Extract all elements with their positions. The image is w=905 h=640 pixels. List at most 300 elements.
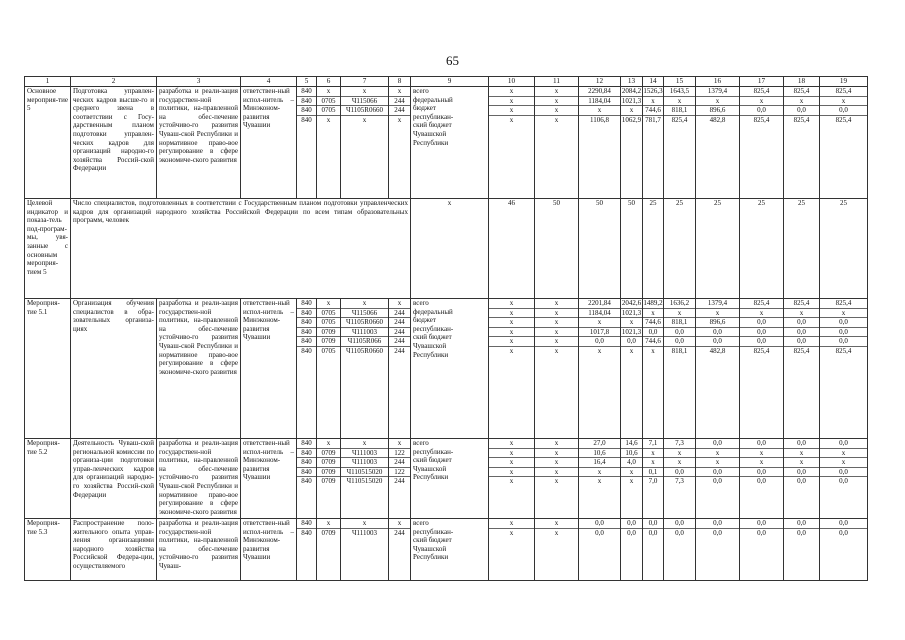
table-body xyxy=(25,77,868,581)
value-cell: 2201,84 xyxy=(588,299,611,307)
code-cell: Ч1105R066 xyxy=(341,336,388,346)
activity-name: Основное мероприя-тие 5 xyxy=(25,87,71,199)
block-row-m52 xyxy=(25,439,868,519)
value-cell: 0,0 xyxy=(696,327,739,337)
goal-text: разработка и реали-зация государствен-ной политики, на-правленной на обес-печение устойчиво-го развития Чуваш- xyxy=(157,519,241,581)
activity-description: Деятельность Чуваш-ской региональной комиссии по организа-ции подготовки управ-ленческих кадров для организаций народно-го хозяйства Россий-ской Федерации xyxy=(71,439,157,519)
value-cell: 0,0 xyxy=(820,476,867,486)
value-cell: 1526,3 xyxy=(643,87,663,95)
code-column-7 xyxy=(341,87,389,199)
value-cell: 0,0 xyxy=(820,336,867,346)
code-cell: 0709 xyxy=(317,336,340,346)
value-cell: x xyxy=(554,87,559,95)
value-cell: x xyxy=(696,96,739,106)
value-cell: x xyxy=(489,346,534,356)
value-cell: 1021,3 xyxy=(621,327,642,336)
value-cell: 0,0 xyxy=(696,467,739,477)
code-column-6 xyxy=(317,299,341,439)
code-cell: 244 xyxy=(389,457,410,467)
column-number: 9 xyxy=(411,77,489,87)
code-cell: 0705 xyxy=(317,308,340,318)
value-cell: x xyxy=(784,96,819,106)
value-cell: x xyxy=(643,96,663,106)
value-cell: 0,0 xyxy=(713,439,722,447)
value-column-16 xyxy=(696,299,740,439)
code-cell: 0709 xyxy=(317,467,340,477)
value-cell: 0,0 xyxy=(797,439,806,447)
block-row-m53 xyxy=(25,519,868,581)
value-cell: x xyxy=(740,448,783,458)
code-column-8 xyxy=(389,439,411,519)
value-cell: 0,0 xyxy=(784,105,819,115)
value-cell: 0,0 xyxy=(664,336,695,346)
value-cell: 744,6 xyxy=(643,317,663,327)
value-cell: 27,0 xyxy=(593,439,606,447)
value-cell: x xyxy=(535,346,578,356)
value-column-13 xyxy=(621,299,643,439)
value-cell: x xyxy=(535,467,578,477)
value-cell: 14,6 xyxy=(625,439,638,447)
value-cell: 0,0 xyxy=(839,439,848,447)
value-cell: x xyxy=(554,519,559,527)
funding-source xyxy=(411,299,489,439)
activity-description: Организация обучения специалистов в обра-зовательных организа-циях xyxy=(71,299,157,439)
code-cell: x xyxy=(397,87,402,95)
value-cell: x xyxy=(740,96,783,106)
responsible-executor: ответствен-ный испол-нитель – Минэконом-развития Чувашии xyxy=(241,439,297,519)
value-cell: x xyxy=(535,105,578,115)
code-cell: 0709 xyxy=(317,327,340,337)
funding-source-line: Республики xyxy=(413,473,449,482)
value-column-14 xyxy=(643,299,664,439)
block-row-om5 xyxy=(25,87,868,199)
value-cell: 2290,84 xyxy=(588,87,611,95)
value-cell: x xyxy=(696,457,739,467)
block-row-m51 xyxy=(25,299,868,439)
code-cell: x xyxy=(397,519,402,527)
value-cell: x xyxy=(643,308,663,318)
column-number: 8 xyxy=(389,77,411,87)
column-number: 16 xyxy=(696,77,740,87)
value-column-13 xyxy=(621,439,643,519)
value-cell: 1021,3 xyxy=(621,308,642,317)
indicator-value: 50 xyxy=(535,199,579,299)
code-cell: x xyxy=(326,87,331,95)
code-cell: 0709 xyxy=(317,528,340,538)
indicator-value: 25 xyxy=(696,199,740,299)
code-cell: 840 xyxy=(297,327,316,337)
value-cell: 0,0 xyxy=(740,327,783,337)
code-cell: Ч1105R0660 xyxy=(341,317,388,327)
indicator-value: 50 xyxy=(579,199,621,299)
code-cell: x xyxy=(341,115,388,125)
value-column-14 xyxy=(643,87,664,199)
code-cell: x xyxy=(397,299,402,307)
code-cell: 840 xyxy=(301,519,312,527)
value-cell: 0,0 xyxy=(839,519,848,527)
value-cell: 0,0 xyxy=(740,467,783,477)
code-cell: Ч111003 xyxy=(341,448,388,458)
value-cell: 7,3 xyxy=(675,439,684,447)
value-column-14 xyxy=(643,439,664,519)
value-cell: x xyxy=(740,308,783,318)
funding-source-line: ский бюджет xyxy=(413,333,452,342)
column-number: 2 xyxy=(71,77,157,87)
funding-source-line: республикан- xyxy=(413,447,454,456)
code-cell: 244 xyxy=(389,346,410,356)
value-cell: x xyxy=(664,448,695,458)
value-cell: x xyxy=(621,317,642,327)
value-column-19 xyxy=(820,519,868,581)
value-cell: x xyxy=(820,448,867,458)
code-column-8 xyxy=(389,299,411,439)
value-cell: 0,0 xyxy=(820,317,867,327)
value-cell: x xyxy=(489,327,534,337)
goal-text: разработка и реали-зация государствен-ной политики, на-правленной на обес-печение устойчиво-го развития Чуваш-ской Республики и нормативное право-вое регулирование в сфере экономиче-ского развития xyxy=(157,299,241,439)
code-cell: Ч111003 xyxy=(341,327,388,337)
code-cell: x xyxy=(362,439,367,447)
code-column-8 xyxy=(389,519,411,581)
value-cell: x xyxy=(489,317,534,327)
funding-source-line: бюджет xyxy=(413,316,436,325)
value-cell: 0,0 xyxy=(740,105,783,115)
value-cell: 0,0 xyxy=(740,476,783,486)
indicator-value: x xyxy=(411,199,489,299)
funding-source xyxy=(411,439,489,519)
code-cell: 0709 xyxy=(317,448,340,458)
code-cell: 840 xyxy=(301,439,312,447)
value-cell: 896,6 xyxy=(696,105,739,115)
value-cell: 4,0 xyxy=(621,457,642,467)
value-cell: x xyxy=(535,528,578,538)
code-cell: 840 xyxy=(297,467,316,477)
value-cell: 825,4 xyxy=(793,87,810,95)
value-column-17 xyxy=(740,87,784,199)
column-number: 13 xyxy=(621,77,643,87)
funding-source-line: всего xyxy=(413,299,429,307)
code-cell: x xyxy=(362,299,367,307)
activity-name: Мероприя-тие 5.3 xyxy=(25,519,71,581)
goal-text: разработка и реали-зация государствен-ной политики, на-правленной на обес-печение устойчиво-го развития Чуваш-ской Республики и нормативное право-вое регулирование в сфере экономиче-ского развития xyxy=(157,439,241,519)
value-cell: 825,4 xyxy=(835,87,852,95)
value-cell: 0,0 xyxy=(643,528,663,538)
value-cell: 825,4 xyxy=(753,87,770,95)
value-cell: 744,6 xyxy=(643,336,663,346)
column-number: 14 xyxy=(643,77,664,87)
value-cell: 0,0 xyxy=(664,327,695,337)
funding-source-line: ский бюджет xyxy=(413,121,452,130)
value-cell: x xyxy=(489,457,534,467)
value-column-10 xyxy=(489,439,535,519)
funding-source-line: Чувашской xyxy=(413,341,447,350)
value-cell: 825,4 xyxy=(784,346,819,356)
funding-source-line: всего xyxy=(413,87,429,95)
value-cell: x xyxy=(820,457,867,467)
value-cell: x xyxy=(740,457,783,467)
value-cell: 0,0 xyxy=(784,336,819,346)
value-cell: x xyxy=(696,448,739,458)
responsible-executor: ответствен-ный испол-нитель – Минэконом-развития Чувашии xyxy=(241,299,297,439)
indicator-value: 25 xyxy=(740,199,784,299)
code-cell: 244 xyxy=(389,105,410,115)
value-column-16 xyxy=(696,87,740,199)
value-cell: x xyxy=(489,96,534,106)
value-cell: x xyxy=(489,476,534,486)
value-cell: 1184,04 xyxy=(579,96,620,106)
column-number: 1 xyxy=(25,77,71,87)
value-cell: 7,3 xyxy=(664,476,695,486)
code-cell: 840 xyxy=(297,528,316,538)
funding-source-line: бюджет xyxy=(413,104,436,113)
value-column-18 xyxy=(784,519,820,581)
funding-source-line: ский бюджет xyxy=(413,456,452,465)
code-column-7 xyxy=(341,299,389,439)
value-cell: x xyxy=(664,457,695,467)
column-number: 18 xyxy=(784,77,820,87)
value-cell: x xyxy=(535,448,578,458)
column-number: 5 xyxy=(297,77,317,87)
value-column-13 xyxy=(621,87,643,199)
column-number: 3 xyxy=(157,77,241,87)
code-cell: 840 xyxy=(301,299,312,307)
value-cell: 1379,4 xyxy=(707,87,728,95)
value-column-11 xyxy=(535,439,579,519)
value-cell: 10,6 xyxy=(579,448,620,458)
value-cell: x xyxy=(820,96,867,106)
value-cell: x xyxy=(535,115,578,125)
value-cell: 0,0 xyxy=(784,317,819,327)
value-cell: 1021,3 xyxy=(621,96,642,105)
value-cell: 0,0 xyxy=(648,519,658,527)
value-cell: 1489,2 xyxy=(643,299,663,307)
value-cell: x xyxy=(643,457,663,467)
code-cell: Ч1105R0660 xyxy=(341,105,388,115)
value-cell: 1379,4 xyxy=(707,299,728,307)
value-cell: x xyxy=(509,87,514,95)
code-cell: 840 xyxy=(301,87,312,95)
value-cell: x xyxy=(820,308,867,318)
value-cell: x xyxy=(535,317,578,327)
activity-name: Мероприя-тие 5.2 xyxy=(25,439,71,519)
page-number: 65 xyxy=(446,53,459,68)
value-cell: x xyxy=(579,105,620,115)
value-cell: 0,0 xyxy=(820,327,867,337)
funding-source xyxy=(411,519,489,581)
funding-source-line: ский бюджет xyxy=(413,536,452,545)
value-column-12 xyxy=(579,519,621,581)
code-cell: x xyxy=(326,299,331,307)
value-cell: x xyxy=(579,476,620,486)
value-cell: 818,1 xyxy=(664,317,695,327)
code-column-6 xyxy=(317,519,341,581)
value-cell: 482,8 xyxy=(696,115,739,125)
value-column-19 xyxy=(820,439,868,519)
value-cell: 825,4 xyxy=(820,346,867,356)
value-cell: 0,0 xyxy=(696,476,739,486)
activity-name: Целевой индикатор и показа-тель под-програм-мы, увя-занные с основным мероприя-тием 5 xyxy=(25,199,71,299)
value-column-10 xyxy=(489,299,535,439)
value-cell: 0,1 xyxy=(643,467,663,477)
column-number: 11 xyxy=(535,77,579,87)
value-column-11 xyxy=(535,519,579,581)
code-column-5 xyxy=(297,299,317,439)
value-cell: 0,0 xyxy=(757,519,766,527)
indicator-value: 25 xyxy=(820,199,868,299)
code-cell: 244 xyxy=(389,327,410,337)
column-number: 10 xyxy=(489,77,535,87)
value-column-12 xyxy=(579,299,621,439)
value-column-10 xyxy=(489,519,535,581)
value-cell: 16,4 xyxy=(579,457,620,467)
value-cell: 0,0 xyxy=(621,336,642,346)
responsible-executor: ответствен-ный испол-нитель – Минэконом-развития Чувашии xyxy=(241,519,297,581)
code-column-5 xyxy=(297,519,317,581)
value-cell: x xyxy=(509,439,514,447)
code-cell: 122 xyxy=(389,467,410,477)
value-cell: 0,0 xyxy=(797,519,806,527)
column-number-row xyxy=(25,77,868,87)
value-cell: 825,4 xyxy=(664,115,695,125)
value-cell: x xyxy=(696,308,739,318)
code-cell: 840 xyxy=(297,105,316,115)
activity-description: Распространение поло-жительного опыта управ-ления организациями народного хозяйства Российской Федера-ции, осуществляемого xyxy=(71,519,157,581)
column-number: 15 xyxy=(664,77,696,87)
value-cell: x xyxy=(489,467,534,477)
code-cell: x xyxy=(389,115,410,125)
value-cell: x xyxy=(621,467,642,477)
value-cell: x xyxy=(554,299,559,307)
value-cell: 744,6 xyxy=(643,105,663,115)
value-cell: 0,0 xyxy=(696,528,739,538)
code-cell: Ч1105R0660 xyxy=(341,346,388,356)
column-number: 7 xyxy=(341,77,389,87)
code-cell: 244 xyxy=(389,336,410,346)
value-cell: 1062,9 xyxy=(621,115,642,124)
column-number: 12 xyxy=(579,77,621,87)
value-cell: 1643,5 xyxy=(669,87,690,95)
code-cell: 0709 xyxy=(317,476,340,486)
column-number: 19 xyxy=(820,77,868,87)
value-column-12 xyxy=(579,87,621,199)
value-column-17 xyxy=(740,439,784,519)
budget-table xyxy=(24,76,868,581)
value-cell: 1017,8 xyxy=(579,327,620,337)
code-column-5 xyxy=(297,439,317,519)
value-cell: 0,0 xyxy=(713,519,722,527)
responsible-executor: ответствен-ный испол-нитель – Минэконом-развития Чувашии xyxy=(241,87,297,199)
code-cell: 244 xyxy=(389,308,410,318)
code-cell: 840 xyxy=(297,448,316,458)
value-cell: 825,4 xyxy=(784,115,819,125)
funding-source-line: республикан- xyxy=(413,112,454,121)
funding-source-line: республикан- xyxy=(413,324,454,333)
value-cell: x xyxy=(535,308,578,318)
code-cell: x xyxy=(317,115,340,125)
value-column-16 xyxy=(696,519,740,581)
value-column-17 xyxy=(740,519,784,581)
activity-name: Мероприя-тие 5.1 xyxy=(25,299,71,439)
code-cell: 244 xyxy=(389,96,410,106)
code-cell: 244 xyxy=(389,317,410,327)
code-column-8 xyxy=(389,87,411,199)
value-cell: 825,4 xyxy=(820,115,867,125)
value-cell: 0,0 xyxy=(757,439,766,447)
code-cell: Ч111003 xyxy=(341,457,388,467)
value-cell: x xyxy=(489,448,534,458)
value-cell: x xyxy=(489,105,534,115)
value-column-18 xyxy=(784,87,820,199)
funding-source-line: Республики xyxy=(413,138,449,147)
funding-source-line: Чувашской xyxy=(413,464,447,473)
value-column-11 xyxy=(535,299,579,439)
value-cell: 0,0 xyxy=(579,336,620,346)
value-cell: 2084,2 xyxy=(621,87,642,95)
code-cell: x xyxy=(397,439,402,447)
value-cell: x xyxy=(554,439,559,447)
goal-text: разработка и реали-зация государствен-ной политики, на-правленной на обес-печение устойчиво-го развития Чуваш-ской Республики и нормативное право-вое регулирование в сфере экономиче-ского развития xyxy=(157,87,241,199)
value-cell: x xyxy=(579,317,620,327)
code-column-7 xyxy=(341,519,389,581)
value-cell: 825,4 xyxy=(835,299,852,307)
code-cell: 840 xyxy=(297,336,316,346)
value-cell: x xyxy=(509,519,514,527)
code-cell: 0705 xyxy=(317,346,340,356)
code-cell: 840 xyxy=(297,476,316,486)
value-cell: x xyxy=(643,346,663,356)
code-cell: 0709 xyxy=(317,457,340,467)
value-cell: 0,0 xyxy=(784,476,819,486)
code-column-6 xyxy=(317,87,341,199)
indicator-value: 25 xyxy=(784,199,820,299)
code-cell: 244 xyxy=(389,476,410,486)
value-cell: 0,0 xyxy=(820,528,867,538)
value-cell: x xyxy=(489,528,534,538)
funding-source-line: Чувашской xyxy=(413,544,447,553)
value-cell: 825,4 xyxy=(753,299,770,307)
value-cell: x xyxy=(621,476,642,486)
value-cell: x xyxy=(621,105,642,115)
code-cell: x xyxy=(326,439,331,447)
code-cell: 840 xyxy=(297,115,316,125)
value-cell: 0,0 xyxy=(675,519,684,527)
value-cell: 0,0 xyxy=(740,528,783,538)
funding-source-line: Чувашской xyxy=(413,129,447,138)
indicator-value: 50 xyxy=(621,199,643,299)
value-column-10 xyxy=(489,87,535,199)
value-cell: x xyxy=(535,327,578,337)
indicator-value: 25 xyxy=(664,199,696,299)
code-cell: 840 xyxy=(297,457,316,467)
code-cell: Ч110515020 xyxy=(341,476,388,486)
code-cell: 840 xyxy=(297,308,316,318)
value-cell: 0,0 xyxy=(820,467,867,477)
value-column-17 xyxy=(740,299,784,439)
funding-source-line: федеральный xyxy=(413,307,453,316)
value-column-19 xyxy=(820,87,868,199)
funding-source xyxy=(411,87,489,199)
value-cell: x xyxy=(579,346,620,356)
value-cell: 10,6 xyxy=(621,448,642,458)
value-column-15 xyxy=(664,299,696,439)
value-column-13 xyxy=(621,519,643,581)
value-cell: 1184,04 xyxy=(579,308,620,318)
value-cell: x xyxy=(489,308,534,318)
indicator-value: 46 xyxy=(489,199,535,299)
value-cell: 0,0 xyxy=(784,528,819,538)
code-cell: x xyxy=(362,87,367,95)
value-cell: x xyxy=(621,346,642,356)
value-cell: 825,4 xyxy=(740,115,783,125)
